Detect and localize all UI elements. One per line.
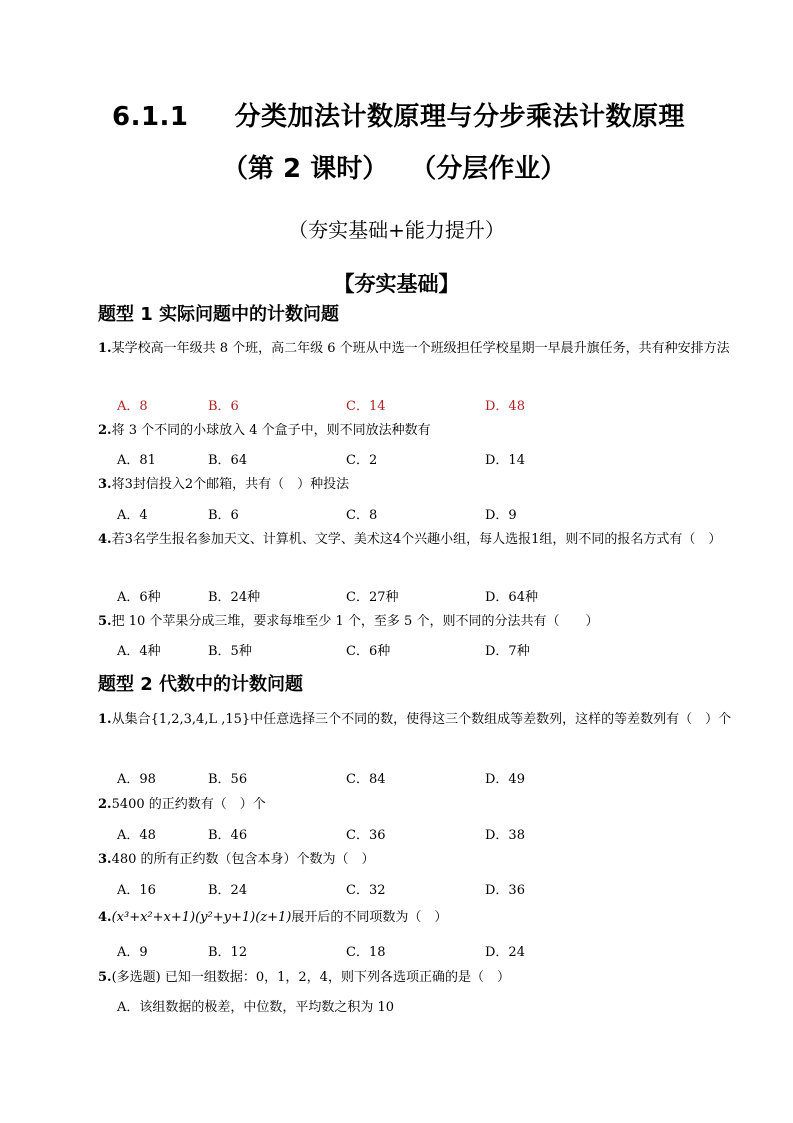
option: A．6种 (117, 590, 161, 605)
question-text: 将3封信投入2个邮箱，共有（ ）种投法 (111, 477, 350, 492)
option: B．6 (208, 508, 239, 523)
question (98, 705, 738, 735)
title-main: 分类加法计数原理与分步乘法计数原理 (234, 102, 686, 132)
title-type: （分层作业） (410, 154, 567, 184)
option: C．8 (346, 508, 378, 523)
option: C．36 (346, 828, 386, 843)
option: C．32 (346, 883, 386, 898)
option: B．24 (208, 883, 248, 898)
options-row (117, 504, 637, 524)
options-row (117, 395, 637, 415)
question-number: 3. (98, 852, 112, 867)
section-heading: 【夯实基础】 (333, 272, 460, 296)
option: C．18 (346, 945, 386, 960)
question (98, 790, 738, 820)
group-heading: 题型 2 代数中的计数问题 (98, 674, 304, 695)
options-row (117, 449, 637, 469)
question-text: 把 10 个苹果分成三堆，要求每堆至少 1 个，至多 5 个，则不同的分法共有（ ） (111, 614, 599, 629)
question-text: 展开后的不同项数为（ ） (291, 910, 448, 925)
option: D．7种 (485, 644, 530, 659)
option: B．6 (208, 399, 239, 414)
option: B．46 (208, 828, 248, 843)
option: B．5种 (208, 644, 252, 659)
option: B．56 (208, 772, 248, 787)
question (98, 525, 738, 555)
option: B．24种 (208, 590, 261, 605)
option: A．16 (117, 883, 156, 898)
options-row (117, 640, 637, 660)
group-heading: 题型 1 实际问题中的计数问题 (98, 304, 340, 325)
question-number: 3. (98, 477, 112, 492)
title-lesson: （第 2 课时） (222, 154, 389, 184)
options-row (117, 586, 637, 606)
question (98, 416, 738, 446)
question-number: 2. (98, 797, 112, 812)
question-text: 480 的所有正约数（包含本身）个数为（ ） (111, 852, 375, 867)
options-row (117, 996, 637, 1016)
question (98, 334, 738, 364)
option: D．49 (485, 772, 525, 787)
question-number: 2. (98, 423, 112, 438)
option: A．4 (117, 508, 148, 523)
question-number: 1. (98, 712, 112, 727)
question-text: 若3名学生报名参加天文、计算机、文学、美术这4个兴趣小组，每人选报1组，则不同的报名方式有（ ） (111, 532, 722, 547)
question (98, 845, 738, 875)
option: C．84 (346, 772, 386, 787)
option: A．9 (117, 945, 148, 960)
option: D．38 (485, 828, 525, 843)
option: D．36 (485, 883, 525, 898)
question-formula: (x³+x²+x+1)(y²+y+1)(z+1) (111, 910, 292, 925)
option: D．14 (485, 453, 525, 468)
option: A．48 (117, 828, 156, 843)
option: C．6种 (346, 644, 391, 659)
option: D．24 (485, 945, 525, 960)
question (98, 470, 738, 500)
question-text: 从集合{1,2,3,4,L ,15}中任意选择三个不同的数，使得这三个数组成等差数列，这样的等差数列有（ ）个 (111, 712, 732, 727)
option: C．14 (346, 399, 386, 414)
option: A．该组数据的极差，中位数，平均数之积为 10 (117, 1000, 395, 1015)
question-text: 将 3 个不同的小球放入 4 个盒子中，则不同放法种数有 (111, 423, 431, 438)
question (98, 963, 738, 993)
question-number: 4. (98, 910, 112, 925)
options-row (117, 879, 637, 899)
question-number: 1. (98, 341, 112, 356)
question-text: (多选题) 已知一组数据：0，1，2，4，则下列各选项正确的是（ ） (111, 970, 510, 985)
question-number: 5. (98, 614, 112, 629)
document-subtitle: （夯实基础+能力提升） (288, 218, 505, 242)
title-section-number: 6.1.1 (112, 102, 189, 132)
option: B．12 (208, 945, 248, 960)
option: A．4种 (117, 644, 161, 659)
option: A．8 (117, 399, 148, 414)
option: C．27种 (346, 590, 399, 605)
question-text: 某学校高一年级共 8 个班，高二年级 6 个班从中选一个班级担任学校星期一早晨升旗任务，共有种安排方法 (111, 341, 730, 356)
document-title (112, 96, 732, 133)
options-row (117, 768, 637, 788)
option: C．2 (346, 453, 378, 468)
option: A．98 (117, 772, 156, 787)
document-title-line2 (222, 148, 566, 185)
question (98, 903, 738, 933)
question-text: 5400 的正约数有（ ）个 (111, 797, 266, 812)
question (98, 607, 738, 637)
option: D．64种 (485, 590, 538, 605)
option: D．9 (485, 508, 517, 523)
option: B．64 (208, 453, 248, 468)
options-row (117, 941, 637, 961)
question-number: 5. (98, 970, 112, 985)
option: D．48 (485, 399, 525, 414)
options-row (117, 824, 637, 844)
question-number: 4. (98, 532, 112, 547)
option: A．81 (117, 453, 156, 468)
